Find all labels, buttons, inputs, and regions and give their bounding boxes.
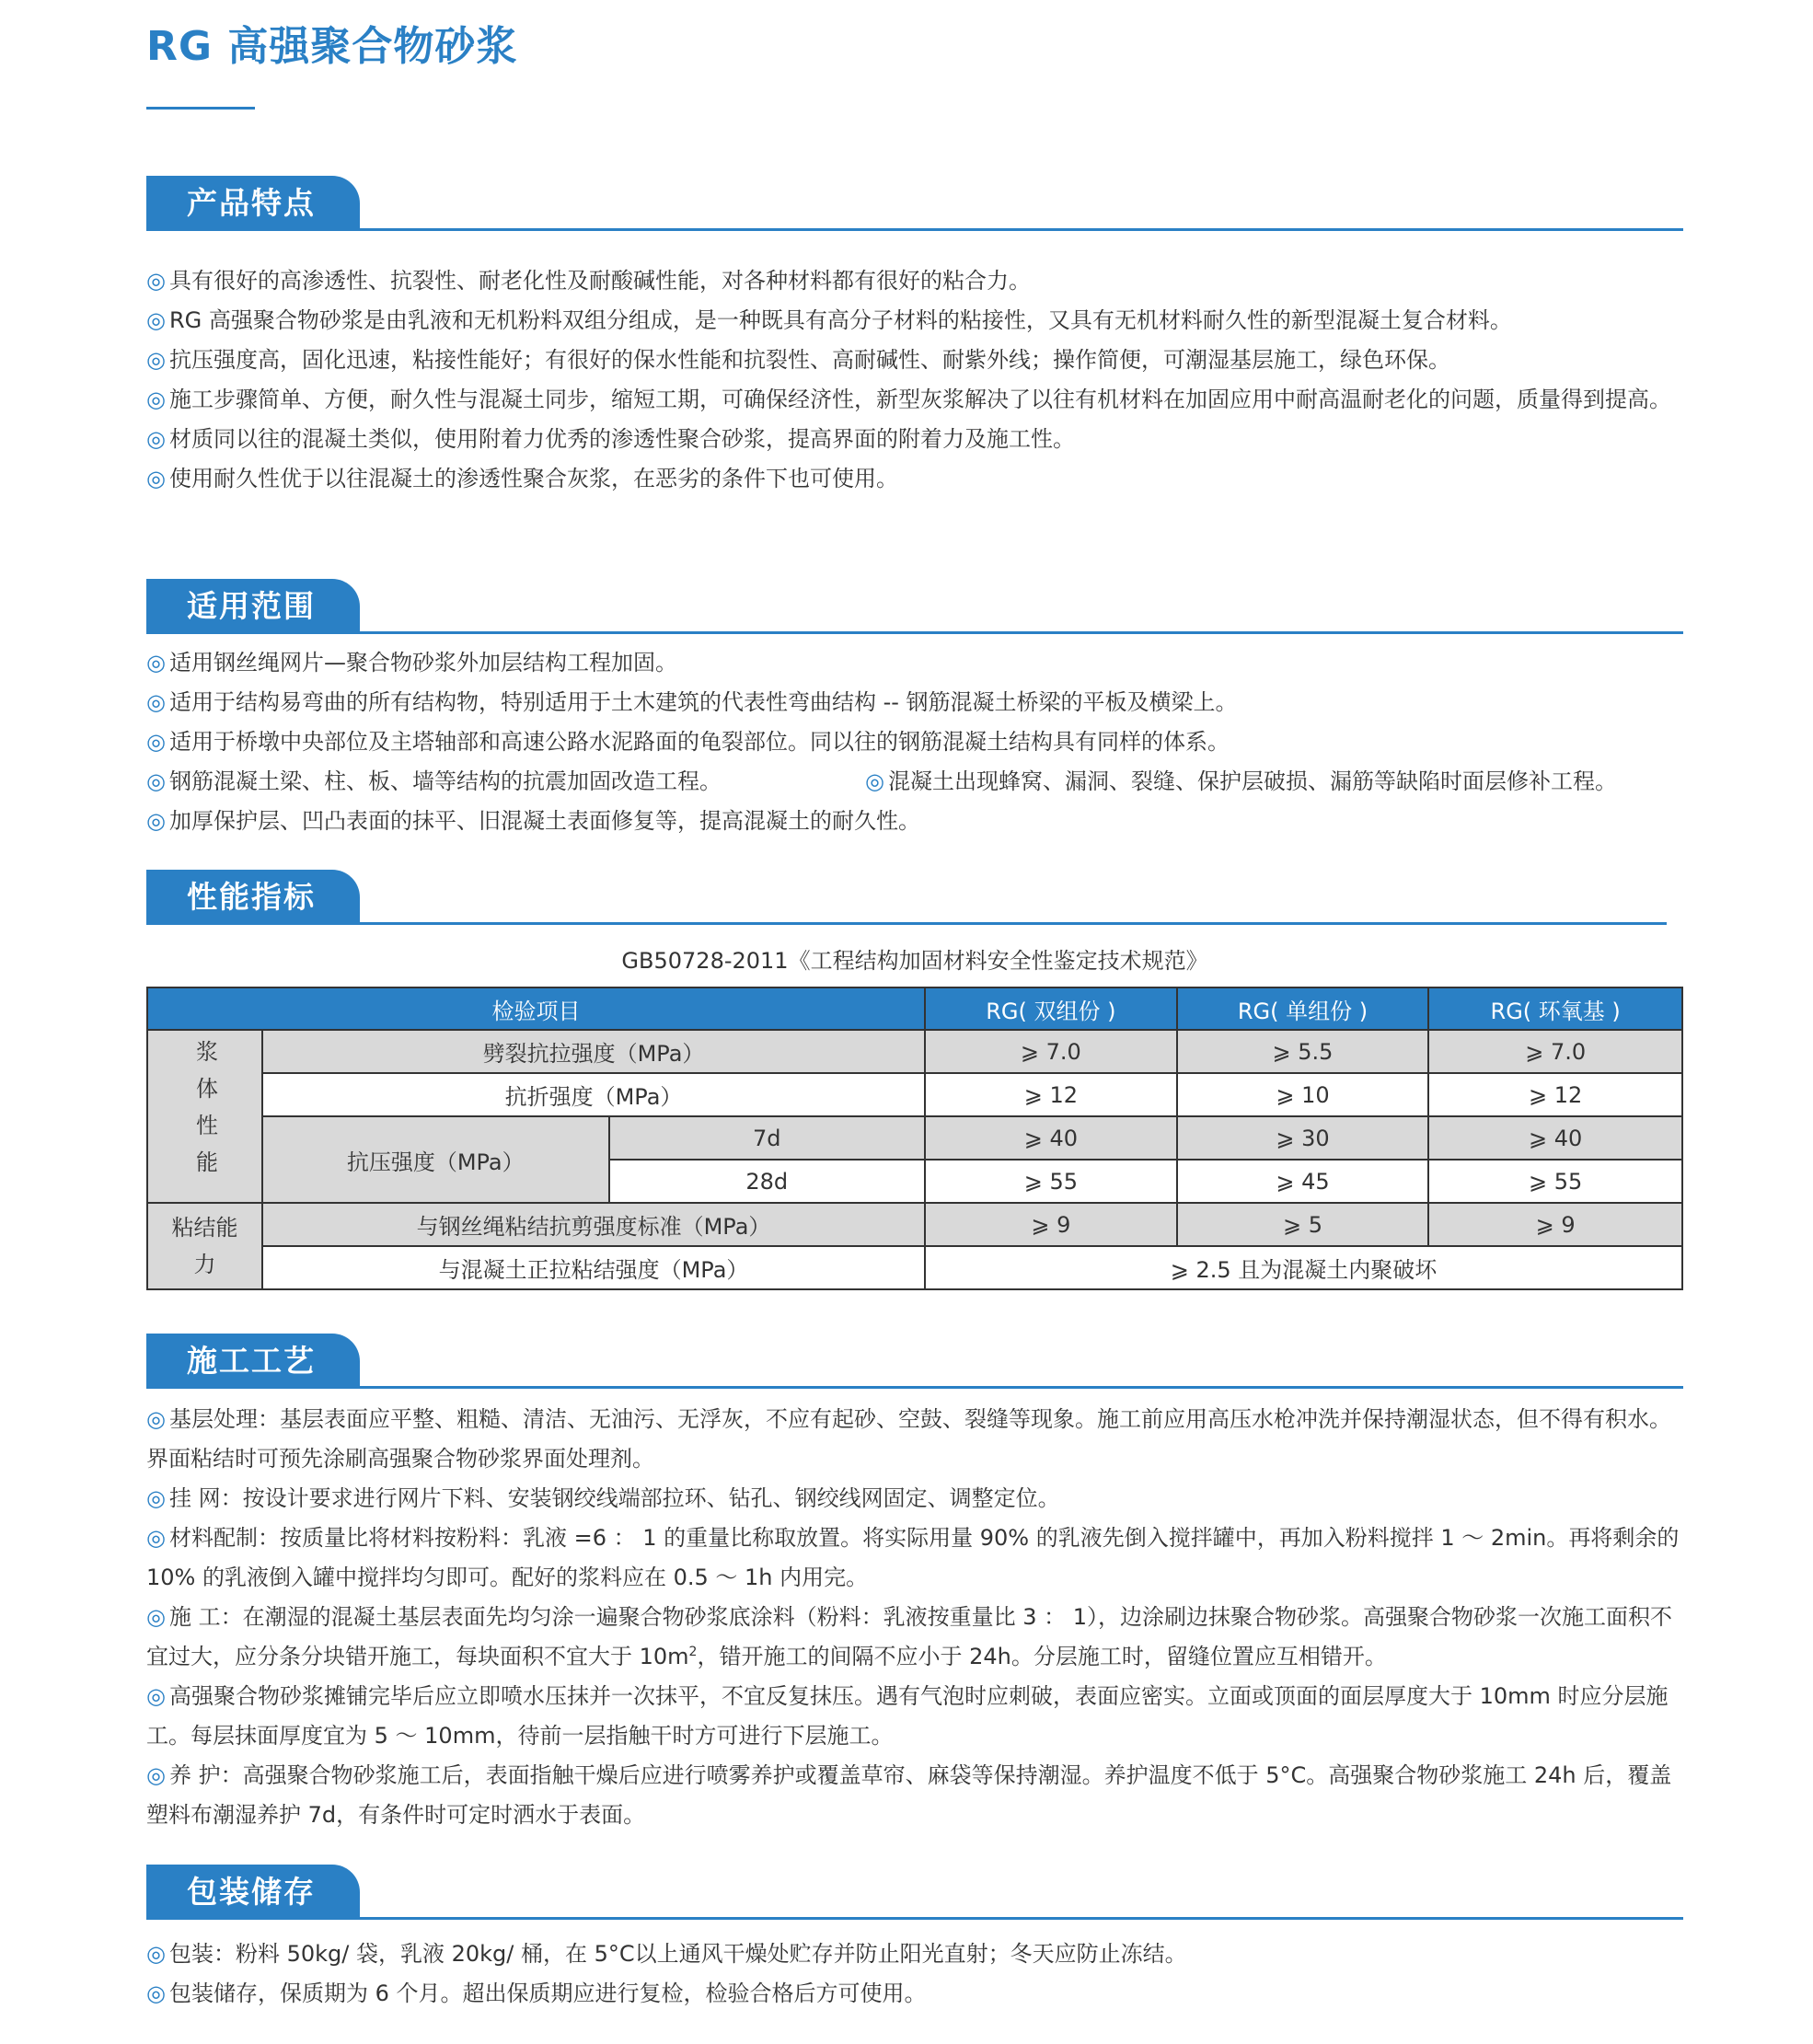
item-cell: 与混凝土正拉粘结强度（MPa）: [262, 1246, 925, 1289]
item-cell: 与钢丝绳粘结抗剪强度标准（MPa）: [262, 1203, 925, 1246]
section-tab: 性能指标: [146, 870, 360, 924]
group-label-text: 浆体性能: [191, 1040, 218, 1187]
list-item: ◎ 加厚保护层、凹凸表面的抹平、旧混凝土表面修复等，提高混凝土的耐久性。: [146, 808, 920, 834]
list-row: [146, 762, 1692, 802]
section-storage-header: [146, 1865, 1683, 1922]
section-process-header: [146, 1334, 1683, 1391]
section-scope-header: [146, 579, 1683, 636]
section-tab: 适用范围: [146, 579, 360, 633]
page-title: RG 高强聚合物砂浆: [146, 23, 518, 70]
header-cell: RG( 单组份 ): [1177, 987, 1429, 1030]
bullet-icon: ◎: [146, 1485, 166, 1511]
value-cell: ⩾ 45: [1177, 1160, 1429, 1203]
list-item: ◎ RG 高强聚合物砂浆是由乳液和无机粉料双组分组成，是一种既具有高分子材料的粘接性，又具有无机材料耐久性的新型混凝土复合材料。: [146, 307, 1512, 333]
bullet-icon: ◎: [146, 808, 166, 834]
list-item: ◎ 钢筋混凝土梁、柱、板、墙等结构的抗震加固改造工程。: [146, 768, 722, 794]
list-item: ◎ 基层处理：基层表面应平整、粗糙、清洁、无油污、无浮灰，不应有起砂、空鼓、裂缝等现象。施工前应用高压水枪冲洗并保持潮湿状态，但不得有积水。界面粘结时可预先涂刷高强聚合物砂浆界面处理剂。: [146, 1406, 1671, 1472]
group-label-bond: 粘结能 力: [147, 1203, 262, 1289]
bullet-icon: ◎: [146, 1604, 166, 1630]
process-list: [146, 1400, 1685, 1835]
title-underline: [146, 107, 255, 110]
list-item: ◎ 混凝土出现蜂窝、漏洞、裂缝、保护层破损、漏筋等缺陷时面层修补工程。: [865, 768, 1617, 794]
value-cell: ⩾ 7.0: [925, 1030, 1177, 1073]
section-divider: [146, 1917, 1683, 1920]
sub-cell: 28d: [609, 1160, 926, 1203]
list-item: ◎ 养 护：高强聚合物砂浆施工后，表面指触干燥后应进行喷雾养护或覆盖草帘、麻袋等保持潮湿。养护温度不低于 5°C。高强聚合物砂浆施工 24h 后，覆盖塑料布潮湿养护 7d，有条件时可定时洒水于表面。: [146, 1762, 1672, 1828]
section-divider: [146, 1386, 1683, 1389]
list-item: ◎ 施工步骤简单、方便，耐久性与混凝土同步，缩短工期，可确保经济性，新型灰浆解决了以往有机材料在加固应用中耐高温耐老化的问题，质量得到提高。: [146, 387, 1671, 412]
list-item: ◎ 包装储存，保质期为 6 个月。超出保质期应进行复检，检验合格后方可使用。: [146, 1980, 927, 2006]
bullet-icon: ◎: [146, 426, 166, 452]
header-cell: 检验项目: [147, 987, 925, 1030]
list-item: ◎ 具有很好的高渗透性、抗裂性、耐老化性及耐酸碱性能，对各种材料都有很好的粘合力。: [146, 268, 1031, 294]
section-tab: 施工工艺: [146, 1334, 360, 1388]
list-item: ◎ 包装：粉料 50kg/ 袋，乳液 20kg/ 桶，在 5°C以上通风干燥处贮存并防止阳光直射；冬天应防止冻结。: [146, 1941, 1187, 1967]
bullet-icon: ◎: [865, 768, 884, 794]
value-cell: ⩾ 7.0: [1428, 1030, 1682, 1073]
section-divider: [146, 228, 1683, 231]
table-row: [147, 1073, 1682, 1116]
value-cell: ⩾ 5: [1177, 1203, 1429, 1246]
bullet-icon: ◎: [146, 650, 166, 676]
value-cell: ⩾ 55: [925, 1160, 1177, 1203]
bullet-icon: ◎: [146, 1525, 166, 1551]
list-item: ◎ 挂 网：按设计要求进行网片下料、安装钢绞线端部拉环、钻孔、钢绞线网固定、调整定位。: [146, 1485, 1060, 1511]
header-cell: RG( 双组份 ): [925, 987, 1177, 1030]
table-header-row: [147, 987, 1682, 1030]
bullet-icon: ◎: [146, 307, 166, 333]
group-label-slurry: [147, 1030, 262, 1203]
item-cell: 劈裂抗拉强度（MPa）: [262, 1030, 925, 1073]
bullet-icon: ◎: [146, 1406, 166, 1432]
sub-cell: 7d: [609, 1116, 926, 1160]
value-cell: ⩾ 9: [925, 1203, 1177, 1246]
table-row: [147, 1203, 1682, 1246]
section-divider: [146, 631, 1683, 634]
bullet-icon: ◎: [146, 268, 166, 294]
header-cell: RG( 环氧基 ): [1428, 987, 1682, 1030]
section-features-header: [146, 176, 1683, 233]
section-divider: [146, 922, 1667, 925]
bullet-icon: ◎: [146, 1683, 166, 1709]
table-row: [147, 1030, 1682, 1073]
bullet-icon: ◎: [146, 729, 166, 755]
value-cell: ⩾ 40: [925, 1116, 1177, 1160]
storage-list: [146, 1934, 1692, 2014]
table-row: [147, 1116, 1682, 1160]
bullet-icon: ◎: [146, 1941, 166, 1967]
list-item: ◎ 施 工：在潮湿的混凝土基层表面先均匀涂一遍聚合物砂浆底涂料（粉料：乳液按重量比 3 ： 1），边涂刷边抹聚合物砂浆。高强聚合物砂浆一次施工面积不宜过大，应分条分块错开施工，每块面积不宜大于 $10m^2$，错开施工的间隔不应小于 24h。分层施工时，留缝位置应互相错开。: [146, 1604, 1673, 1669]
value-cell: ⩾ 9: [1428, 1203, 1682, 1246]
features-list: [146, 261, 1692, 499]
bullet-icon: ◎: [146, 387, 166, 412]
value-cell: ⩾ 55: [1428, 1160, 1682, 1203]
section-performance-header: [146, 870, 1667, 927]
list-item: ◎ 材质同以往的混凝土类似，使用附着力优秀的渗透性聚合砂浆，提高界面的附着力及施工性。: [146, 426, 1075, 452]
bullet-icon: ◎: [146, 689, 166, 715]
list-item: ◎ 适用于桥墩中央部位及主塔轴部和高速公路水泥路面的龟裂部位。同以往的钢筋混凝土结构具有同样的体系。: [146, 729, 1230, 755]
section-tab: 产品特点: [146, 176, 360, 230]
section-tab: 包装储存: [146, 1865, 360, 1919]
value-cell: ⩾ 12: [925, 1073, 1177, 1116]
value-cell: ⩾ 40: [1428, 1116, 1682, 1160]
standard-caption: GB50728-2011《工程结构加固材料安全性鉴定技术规范》: [621, 948, 1208, 974]
value-cell: ⩾ 12: [1428, 1073, 1682, 1116]
bullet-icon: ◎: [146, 466, 166, 491]
table-row: [147, 1246, 1682, 1289]
bullet-icon: ◎: [146, 768, 166, 794]
bullet-icon: ◎: [146, 347, 166, 373]
list-item: ◎ 适用钢丝绳网片—聚合物砂浆外加层结构工程加固。: [146, 650, 677, 676]
item-cell: 抗压强度（MPa）: [262, 1116, 609, 1203]
value-cell: ⩾ 30: [1177, 1116, 1429, 1160]
value-cell: ⩾ 10: [1177, 1073, 1429, 1116]
bullet-icon: ◎: [146, 1980, 166, 2006]
list-item: ◎ 材料配制：按质量比将材料按粉料：乳液 =6 ： 1 的重量比称取放置。将实际用量 90% 的乳液先倒入搅拌罐中，再加入粉料搅拌 1 ～ 2min。再将剩余的 10% 的乳液倒入罐中搅拌均匀即可。配好的浆料应在 0.5 ～ 1h 内用完。: [146, 1525, 1680, 1590]
list-item: ◎ 适用于结构易弯曲的所有结构物，特别适用于土木建筑的代表性弯曲结构 -- 钢筋混凝土桥梁的平板及横梁上。: [146, 689, 1238, 715]
list-item: ◎ 抗压强度高，固化迅速，粘接性能好；有很好的保水性能和抗裂性、高耐碱性、耐紫外线；操作简便，可潮湿基层施工，绿色环保。: [146, 347, 1450, 373]
list-item: ◎ 高强聚合物砂浆摊铺完毕后应立即喷水压抹并一次抹平，不宜反复抹压。遇有气泡时应刺破，表面应密实。立面或顶面的面层厚度大于 10mm 时应分层施工。每层抹面厚度宜为 5 ～ 10mm，待前一层指触干时方可进行下层施工。: [146, 1683, 1669, 1749]
value-cell: ⩾ 5.5: [1177, 1030, 1429, 1073]
merged-value-cell: ⩾ 2.5 且为混凝土内聚破坏: [925, 1246, 1682, 1289]
item-cell: 抗折强度（MPa）: [262, 1073, 925, 1116]
scope-list: [146, 643, 1692, 841]
performance-table: [146, 987, 1683, 1290]
bullet-icon: ◎: [146, 1762, 166, 1788]
list-item: ◎ 使用耐久性优于以往混凝土的渗透性聚合灰浆，在恶劣的条件下也可使用。: [146, 466, 898, 491]
